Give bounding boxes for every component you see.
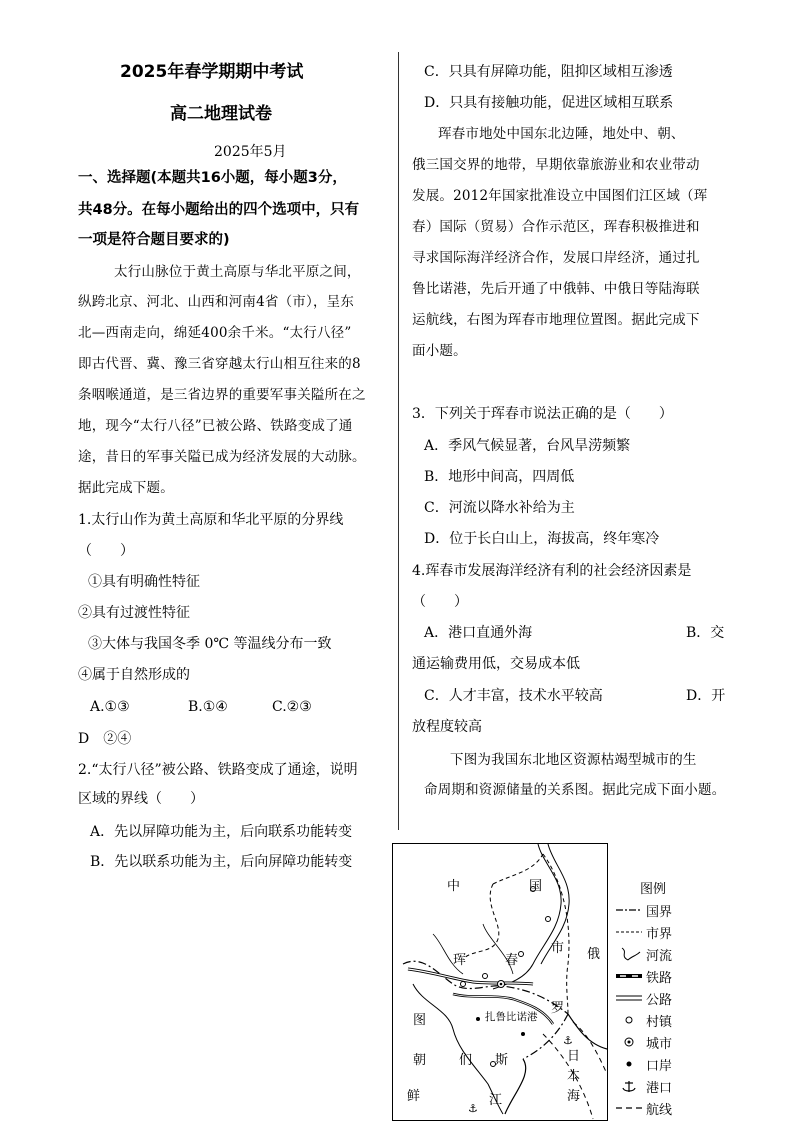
legend-label: 铁路 — [646, 971, 673, 986]
passage-line: 珲春市地处中国东北边陲，地处中、朝、 — [438, 126, 685, 142]
legend-label: 国界 — [646, 905, 673, 920]
shipping-route-icon — [614, 1100, 644, 1116]
legend-label: 市界 — [646, 927, 673, 942]
q3-option-a[interactable]: A．季风气候显著，台风旱涝频繁 — [424, 438, 631, 454]
q1-answer-blank: （ ） — [78, 543, 134, 559]
passage-line: 面小题。 — [412, 343, 467, 359]
legend-item-city — [614, 1032, 724, 1054]
town-icon — [614, 1012, 644, 1028]
passage-line: 条咽喉通道，是三省边界的重要军事关隘所在之 — [78, 387, 366, 403]
river-icon — [614, 946, 644, 962]
legend-item-highway — [614, 988, 724, 1010]
q2-option-a[interactable]: A．先以屏障功能为主，后向联系功能转变 — [90, 824, 353, 840]
q4-option-d-cont: 放程度较高 — [412, 719, 482, 735]
passage-line: 即古代晋、冀、豫三省穿越太行山相互往来的8 — [78, 356, 361, 372]
q4-option-d[interactable]: D．开 — [686, 688, 726, 704]
legend-label: 公路 — [646, 993, 673, 1008]
map-label: 罗 — [551, 1001, 565, 1016]
passage-line: 北—西南走向，绵延400余千米。“太行八径” — [78, 325, 352, 341]
map-label: 图 — [413, 1013, 427, 1028]
passage-line: 太行山脉位于黄土高原与华北平原之间， — [114, 264, 361, 280]
railway-icon — [614, 968, 644, 984]
svg-text:⚓: ⚓ — [563, 1034, 573, 1047]
q1-statement: ①具有明确性特征 — [88, 574, 200, 590]
q3-option-d[interactable]: D．位于长白山上，海拔高，终年寒冷 — [424, 531, 660, 547]
passage-line: 寻求国际海洋经济合作，发展口岸经济，通过扎 — [412, 250, 700, 266]
national-border-icon — [614, 902, 644, 918]
q1-statement: ④属于自然形成的 — [78, 667, 190, 683]
passage-line: 春）国际（贸易）合作示范区，珲春积极推进和 — [412, 219, 700, 235]
legend-item-city-border — [614, 922, 724, 944]
legend-label: 港口 — [646, 1081, 673, 1096]
q3-option-b[interactable]: B．地形中间高，四周低 — [424, 469, 575, 485]
q1-stem: 1.太行山作为黄土高原和华北平原的分界线 — [78, 512, 344, 528]
exam-date: 2025年5月 — [214, 144, 287, 160]
q4-option-a[interactable]: A．港口直通外海 — [424, 625, 533, 641]
passage-line: 地，现今“太行八径”已被公路、铁路变成了通 — [78, 418, 353, 434]
map-label: 国 — [529, 879, 543, 894]
map-label-port: 扎鲁比诺港 — [485, 1011, 538, 1023]
q2-stem: 区域的界线（ ） — [78, 791, 204, 807]
highway-icon — [614, 990, 644, 1006]
q3-stem: 3．下列关于珲春市说法正确的是（ ） — [412, 406, 673, 422]
map-label: 本 — [567, 1069, 581, 1084]
legend-title: 图例 — [640, 882, 667, 897]
map-label: 鲜 — [407, 1089, 421, 1104]
city-border-icon — [614, 924, 644, 940]
q1-option-b[interactable]: B.①④ — [188, 699, 228, 715]
legend-item-railway — [614, 966, 724, 988]
map-label: 们 — [459, 1053, 473, 1068]
passage-line: 命周期和资源储量的关系图。据此完成下面小题。 — [424, 782, 726, 798]
q1-statement: ②具有过渡性特征 — [78, 605, 190, 621]
q3-option-c[interactable]: C．河流以降水补给为主 — [424, 500, 575, 516]
q1-option-c[interactable]: C.②③ — [272, 699, 312, 715]
legend-label: 村镇 — [646, 1015, 673, 1030]
legend-label: 口岸 — [646, 1059, 673, 1074]
q2-option-b[interactable]: B．先以联系功能为主，后向屏障功能转变 — [90, 854, 353, 870]
section-heading-line: 一项是符合题目要求的) — [78, 232, 230, 248]
legend-item-national-border — [614, 900, 724, 922]
exam-subtitle: 高二地理试卷 — [170, 104, 272, 124]
passage-line: 据此完成下题。 — [78, 480, 174, 496]
city-icon — [614, 1034, 644, 1050]
passage-line: 发展。2012年国家批准设立中国图们江区域（珲 — [412, 188, 708, 204]
q2-option-d[interactable]: D．只具有接触功能，促进区域相互联系 — [424, 95, 674, 111]
legend-item-port-of-entry — [614, 1054, 724, 1076]
passage-line: 纵跨北京、河北、山西和河南4省（市），呈东 — [78, 294, 355, 310]
section-heading-line: 共48分。在每小题给出的四个选项中，只有 — [78, 202, 360, 218]
map-label: 江 — [489, 1093, 503, 1108]
passage-line: 途，昔日的军事关隘已成为经济发展的大动脉。 — [78, 449, 366, 465]
map-label: 中 — [447, 879, 461, 894]
legend-label: 城市 — [646, 1037, 673, 1052]
svg-text:⚓: ⚓ — [468, 1102, 478, 1115]
q2-stem: 2.“太行八径”被公路、铁路变成了通途，说明 — [78, 762, 358, 778]
map-label: 珲 — [453, 953, 467, 968]
map-label: 俄 — [587, 947, 601, 962]
q4-answer-blank: （ ） — [412, 594, 468, 610]
passage-line: 运航线，右图为珲春市地理位置图。据此完成下 — [412, 312, 700, 328]
q4-option-b[interactable]: B．交 — [686, 625, 725, 641]
map-label: 日 — [567, 1049, 581, 1064]
passage-line: 俄三国交界的地带，早期依靠旅游业和农业带动 — [412, 157, 700, 173]
legend-item-shipping-route — [614, 1098, 724, 1120]
legend-label: 航线 — [646, 1103, 673, 1118]
q1-statement: ③大体与我国冬季 0℃ 等温线分布一致 — [88, 636, 332, 652]
q2-option-c[interactable]: C．只具有屏障功能，阻抑区域相互渗透 — [424, 64, 673, 80]
section-heading-line: 一、选择题(本题共16小题，每小题3分， — [78, 170, 347, 186]
legend-item-river — [614, 944, 724, 966]
passage-line: 鲁比诺港，先后开通了中俄韩、中俄日等陆海联 — [412, 281, 700, 297]
map-label: 朝 — [413, 1053, 427, 1068]
map-label: 市 — [551, 941, 565, 956]
q4-option-c[interactable]: C．人才丰富，技术水平较高 — [424, 688, 603, 704]
q1-option-d[interactable]: D ②④ — [78, 731, 132, 747]
legend-label: 河流 — [646, 949, 673, 964]
map-label: 海 — [567, 1089, 581, 1104]
legend-item-harbor — [614, 1076, 724, 1098]
passage-line: 下图为我国东北地区资源枯竭型城市的生 — [450, 752, 697, 768]
hunchun-location-map — [392, 843, 608, 1121]
port-of-entry-icon — [614, 1056, 644, 1072]
map-label: 斯 — [495, 1053, 509, 1068]
legend-item-town — [614, 1010, 724, 1032]
map-label: 春 — [505, 953, 519, 968]
column-divider — [398, 52, 399, 830]
anchor-icon — [614, 1078, 644, 1094]
q4-option-b-cont: 通运输费用低，交易成本低 — [412, 656, 580, 672]
q1-option-a[interactable]: A.①③ — [90, 699, 130, 715]
q4-stem: 4.珲春市发展海洋经济有利的社会经济因素是 — [412, 563, 692, 579]
exam-title: 2025年春学期期中考试 — [120, 62, 304, 82]
